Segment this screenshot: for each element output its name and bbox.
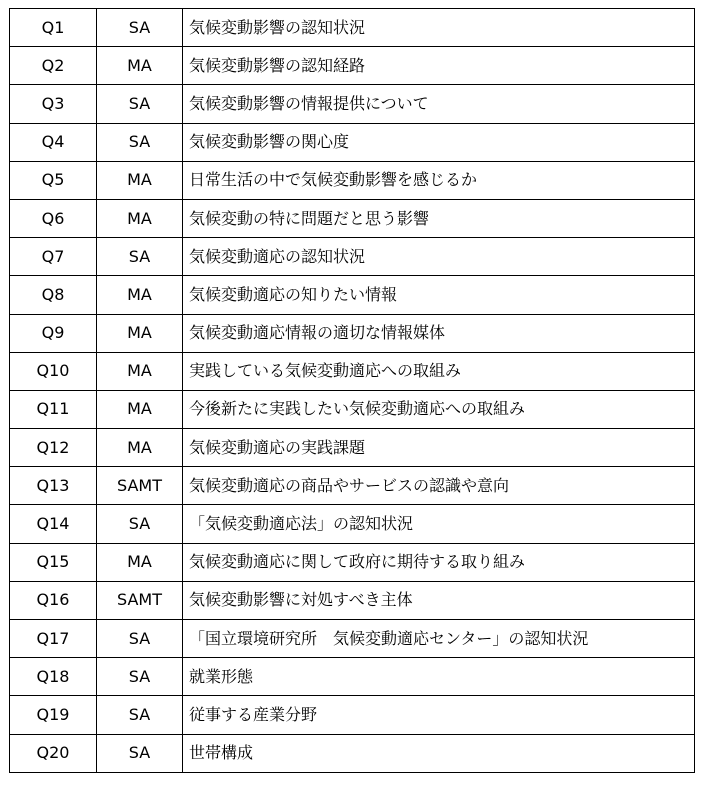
- question-number: Q17: [10, 620, 97, 658]
- question-number: Q20: [10, 734, 97, 772]
- question-number: Q14: [10, 505, 97, 543]
- table-row: [10, 199, 695, 237]
- question-topic: 気候変動影響の認知状況: [183, 9, 695, 47]
- question-topic: 日常生活の中で気候変動影響を感じるか: [183, 161, 695, 199]
- question-number: Q8: [10, 276, 97, 314]
- question-topic: 気候変動適応情報の適切な情報媒体: [183, 314, 695, 352]
- question-topic: 従事する産業分野: [183, 696, 695, 734]
- answer-type: MA: [97, 429, 183, 467]
- table-row: [10, 123, 695, 161]
- question-topic: 気候変動影響に対処すべき主体: [183, 581, 695, 619]
- question-topic: 今後新たに実践したい気候変動適応への取組み: [183, 390, 695, 428]
- question-number: Q7: [10, 238, 97, 276]
- question-topic: 「気候変動適応法」の認知状況: [183, 505, 695, 543]
- question-topic: 実践している気候変動適応への取組み: [183, 352, 695, 390]
- table-row: [10, 734, 695, 772]
- question-topic: 気候変動適応に関して政府に期待する取り組み: [183, 543, 695, 581]
- answer-type: SAMT: [97, 467, 183, 505]
- table-row: [10, 543, 695, 581]
- answer-type: SA: [97, 238, 183, 276]
- answer-type: SA: [97, 9, 183, 47]
- table-body: [10, 9, 695, 773]
- question-number: Q2: [10, 47, 97, 85]
- answer-type: MA: [97, 352, 183, 390]
- answer-type: SA: [97, 734, 183, 772]
- table-row: [10, 47, 695, 85]
- question-number: Q11: [10, 390, 97, 428]
- table-row: [10, 161, 695, 199]
- question-topic: 気候変動影響の認知経路: [183, 47, 695, 85]
- answer-type: SA: [97, 696, 183, 734]
- table-row: [10, 696, 695, 734]
- table-row: [10, 238, 695, 276]
- question-number: Q15: [10, 543, 97, 581]
- question-topic: 気候変動の特に問題だと思う影響: [183, 199, 695, 237]
- question-number: Q9: [10, 314, 97, 352]
- question-number: Q5: [10, 161, 97, 199]
- question-topic: 気候変動適応の実践課題: [183, 429, 695, 467]
- answer-type: MA: [97, 47, 183, 85]
- table-row: [10, 658, 695, 696]
- answer-type: SA: [97, 505, 183, 543]
- question-topic: 気候変動影響の関心度: [183, 123, 695, 161]
- table-row: [10, 429, 695, 467]
- table-row: [10, 505, 695, 543]
- question-number: Q19: [10, 696, 97, 734]
- question-topic: 世帯構成: [183, 734, 695, 772]
- answer-type: MA: [97, 390, 183, 428]
- question-topic: 気候変動影響の情報提供について: [183, 85, 695, 123]
- answer-type: MA: [97, 199, 183, 237]
- answer-type: MA: [97, 276, 183, 314]
- table-row: [10, 276, 695, 314]
- question-topic: 「国立環境研究所 気候変動適応センター」の認知状況: [183, 620, 695, 658]
- question-topic: 就業形態: [183, 658, 695, 696]
- table-row: [10, 467, 695, 505]
- answer-type: MA: [97, 161, 183, 199]
- table-row: [10, 390, 695, 428]
- question-topic: 気候変動適応の商品やサービスの認識や意向: [183, 467, 695, 505]
- table-row: [10, 620, 695, 658]
- table-row: [10, 352, 695, 390]
- answer-type: SA: [97, 658, 183, 696]
- table-row: [10, 85, 695, 123]
- question-number: Q6: [10, 199, 97, 237]
- question-number: Q3: [10, 85, 97, 123]
- answer-type: MA: [97, 314, 183, 352]
- table-row: [10, 9, 695, 47]
- question-number: Q1: [10, 9, 97, 47]
- answer-type: SA: [97, 85, 183, 123]
- answer-type: MA: [97, 543, 183, 581]
- question-number: Q4: [10, 123, 97, 161]
- question-number: Q18: [10, 658, 97, 696]
- question-topic: 気候変動適応の知りたい情報: [183, 276, 695, 314]
- question-number: Q16: [10, 581, 97, 619]
- question-number: Q13: [10, 467, 97, 505]
- answer-type: SAMT: [97, 581, 183, 619]
- answer-type: SA: [97, 620, 183, 658]
- answer-type: SA: [97, 123, 183, 161]
- question-topic: 気候変動適応の認知状況: [183, 238, 695, 276]
- table-row: [10, 581, 695, 619]
- table-row: [10, 314, 695, 352]
- survey-question-table: [9, 8, 695, 773]
- question-number: Q10: [10, 352, 97, 390]
- question-number: Q12: [10, 429, 97, 467]
